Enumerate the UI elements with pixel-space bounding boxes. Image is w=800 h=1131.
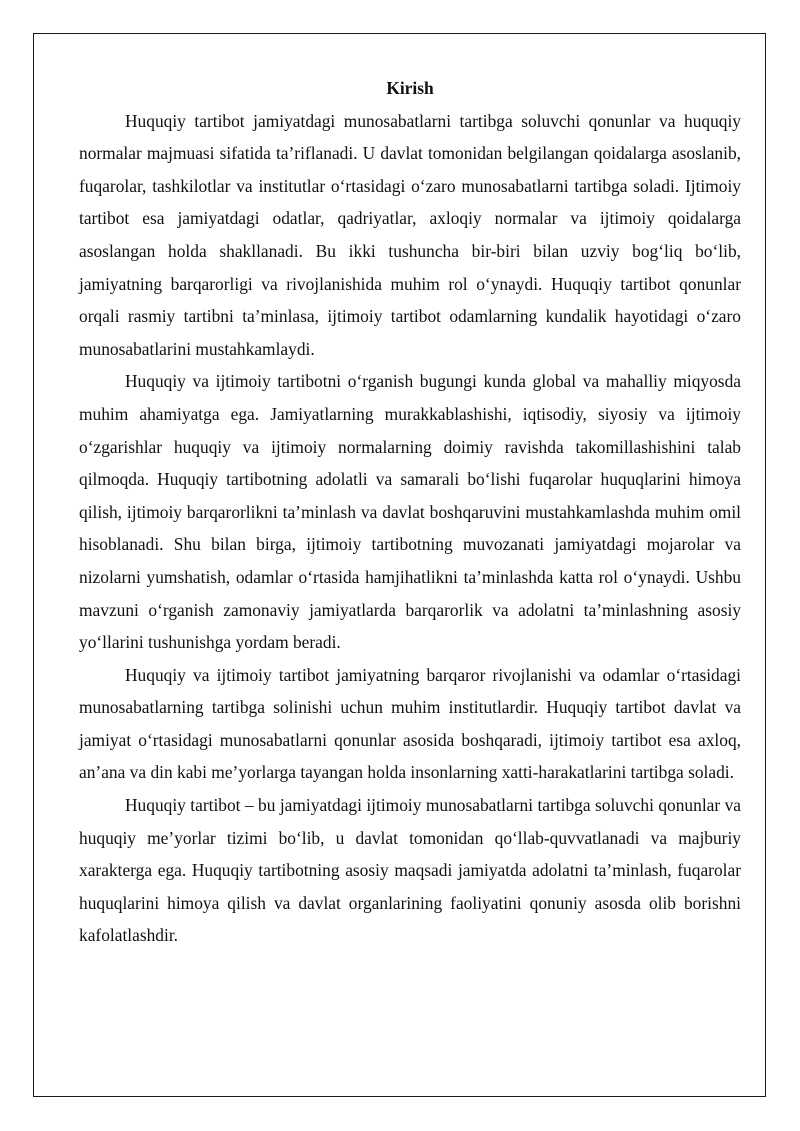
document-title: Kirish — [386, 78, 434, 98]
paragraph-2: Huquqiy va ijtimoiy tartibotni o‘rganish bugungi kunda global va mahalliy miqyosda muhim ahamiyatga ega. Jamiyatlarning murakkablashishi, iqtisodiy, siyosiy va ijtimoiy o‘zgarishlar huquqiy va ijtimoiy normalarning doimiy ravishda takomillashishini talab qilmoqda. Huquqiy tartibotning adolatli va samarali bo‘lishi fuqarolar huquqlarini himoya qilish, ijtimoiy barqarorlikni ta’minlash va davlat boshqaruvini mustahkamlashda muhim omil hisoblanadi. Shu bilan birga, ijtimoiy tartibotning muvozanati jamiyatdagi mojarolar va nizolarni yumshatish, odamlar o‘rtasida hamjihatlikni ta’minlashda katta rol o‘ynaydi. Ushbu mavzuni o‘rganish zamonaviy jamiyatlarda barqarorlik va adolatni ta’minlashning asosiy yo‘llarini tushunishga yordam beradi. — [79, 371, 741, 653]
paragraph-3: Huquqiy va ijtimoiy tartibot jamiyatning barqaror rivojlanishi va odamlar o‘rtasidagi munosabatlarning tartibga solinishi uchun muhim institutlardir. Huquqiy tartibot davlat va jamiyat o‘rtasidagi munosabatlarni qonunlar asosida boshqaradi, ijtimoiy tartibot esa axloq, an’ana va din kabi me’yorlarga tayangan holda insonlarning xatti-harakatlarini tartibga soladi. — [79, 664, 741, 783]
document-body — [79, 72, 741, 952]
paragraph-1: Huquqiy tartibot jamiyatdagi munosabatlarni tartibga soluvchi qonunlar va huquqiy normalar majmuasi sifatida ta’riflanadi. U davlat tomonidan belgilangan qoidalarga asoslanib, fuqarolar, tashkilotlar va institutlar o‘rtasidagi o‘zaro munosabatlarni tartibga soladi. Ijtimoiy tartibot esa jamiyatdagi odatlar, qadriyatlar, axloqiy normalar va ijtimoiy qoidalarga asoslangan holda shakllanadi. Bu ikki tushuncha bir-biri bilan uzviy bog‘liq bo‘lib, jamiyatning barqarorligi va rivojlanishida muhim rol o‘ynaydi. Huquqiy tartibot qonunlar orqali rasmiy tartibni ta’minlasa, ijtimoiy tartibot odamlarning kundalik hayotidagi o‘zaro munosabatlarini mustahkamlaydi. — [79, 110, 741, 359]
paragraph-4: Huquqiy tartibot – bu jamiyatdagi ijtimoiy munosabatlarni tartibga soluvchi qonunlar va huquqiy me’yorlar tizimi bo‘lib, u davlat tomonidan qo‘llab-quvvatlanadi va majburiy xarakterga ega. Huquqiy tartibotning asosiy maqsadi jamiyatda adolatni ta’minlash, fuqarolar huquqlarini himoya qilish va davlat organlarining faoliyatini qonuniy asosda olib borishni kafolatlashdir. — [79, 795, 741, 946]
